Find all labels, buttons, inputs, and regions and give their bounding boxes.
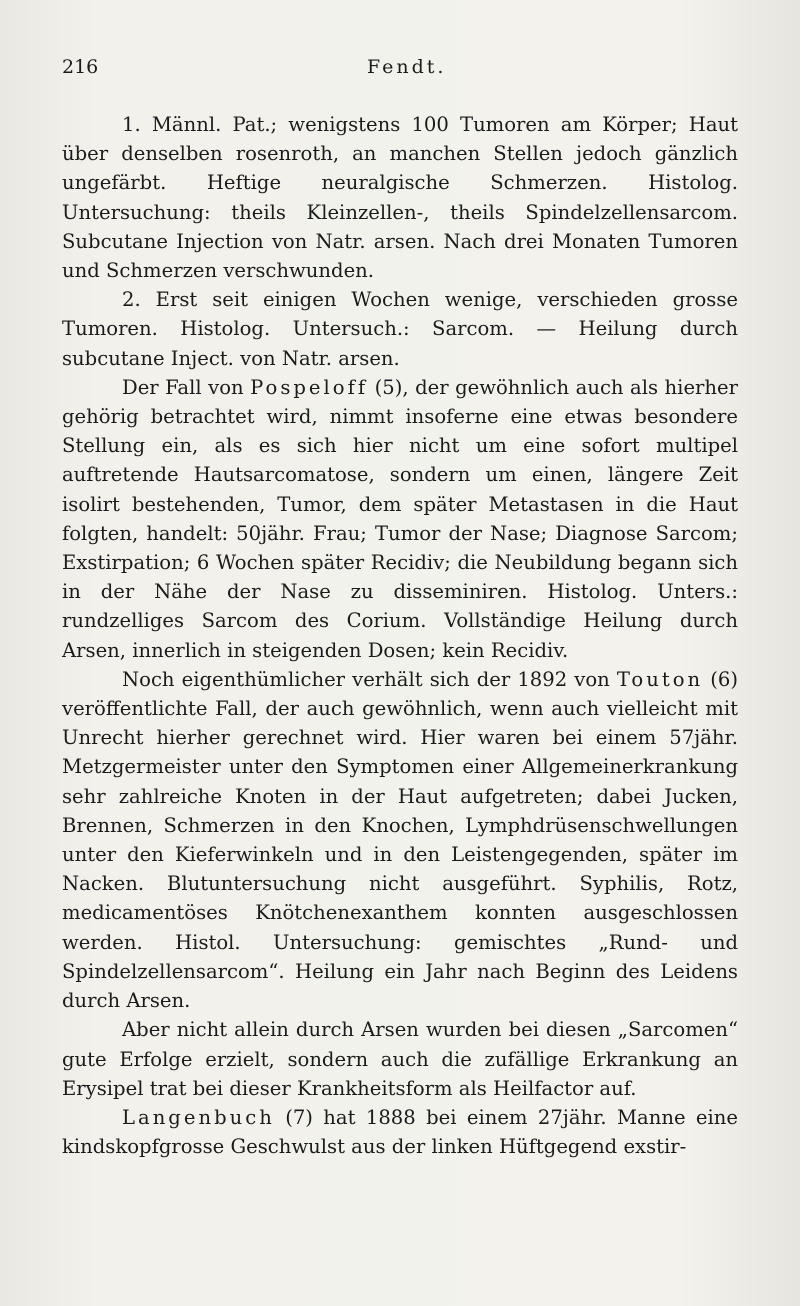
body-text: [62, 110, 738, 1161]
text-segment: 1. Männl. Pat.; wenigstens 100 Tumoren am Körper; Haut über denselben rosenroth, an manchen Stellen jedoch gänzlich ungefärbt. Heftige neuralgische Schmerzen. Histolog. Untersuchung: theils Kleinzellen-, theils Spindelzellensarcom. Subcutane Injection von Natr. arsen. Nach drei Monaten Tumoren und Schmerzen verschwunden.: [62, 113, 738, 283]
text-segment: Aber nicht allein durch Arsen wurden bei diesen „Sarcomen“ gute Erfolge erzielt, sondern auch die zufällige Erkrankung an Erysipel trat bei dieser Krankheitsform als Heilfactor auf.: [62, 1018, 738, 1100]
author-name: Langenbuch: [122, 1105, 275, 1129]
text-segment: (5), der gewöhnlich auch als hierher gehörig betrachtet wird, nimmt insoferne eine etwas besondere Stellung ein, als es sich hier nicht um eine sofort multipel auftretende Hautsarcomatose, sondern um einen, längere Zeit isolirt bestehenden, Tumor, dem später Metastasen in die Haut folgten, handelt: 50jähr. Frau; Tumor der Nase; Diagnose Sarcom; Exstirpation; 6 Wochen später Recidiv; die Neubildung begann sich in der Nähe der Nase zu disseminiren. Histolog. Unters.: rundzelliges Sarcom des Corium. Vollständige Heilung durch Arsen, innerlich in steigenden Dosen; kein Recidiv.: [62, 375, 738, 662]
running-head: Fendt.: [367, 56, 447, 78]
page-number: 216: [62, 56, 99, 78]
author-name: Pospeloff: [250, 375, 369, 399]
paragraph-erysipel: [62, 1015, 738, 1103]
text-segment: Der Fall von: [122, 375, 251, 399]
paragraph-touton: [62, 665, 738, 1015]
text-segment: Noch eigenthümlicher verhält sich der 1892 von: [122, 667, 617, 691]
author-name: Touton: [616, 667, 704, 691]
paragraph-case-2: [62, 285, 738, 373]
paragraph-case-1: [62, 110, 738, 285]
paragraph-pospeloff: [62, 373, 738, 665]
paragraph-langenbuch: [62, 1103, 738, 1161]
text-segment: (7) hat 1888 bei einem 27jähr. Manne eine kindskopfgrosse Geschwulst aus der linken Hüftgegend exstir-: [62, 1105, 738, 1159]
page-header: [62, 56, 742, 84]
text-segment: 2. Erst seit einigen Wochen wenige, verschieden grosse Tumoren. Histolog. Untersuch.: Sarcom. — Heilung durch subcutane Inject. von Natr. arsen.: [62, 288, 738, 370]
text-segment: (6) veröffentlichte Fall, der auch gewöhnlich, wenn auch vielleicht mit Unrecht hierher gerechnet wird. Hier waren bei einem 57jähr. Metzgermeister unter den Symptomen einer Allgemeinerkrankung sehr zahlreiche Knoten in der Haut aufgetreten; dabei Jucken, Brennen, Schmerzen in den Knochen, Lymphdrüsenschwellungen unter den Kieferwinkeln und in den Leistengegenden, später im Nacken. Blutuntersuchung nicht ausgeführt. Syphilis, Rotz, medicamentöses Knötchenexanthem konnten ausgeschlossen werden. Histol. Untersuchung: gemischtes „Rund- und Spindelzellensarcom“. Heilung ein Jahr nach Beginn des Leidens durch Arsen.: [62, 667, 738, 1013]
